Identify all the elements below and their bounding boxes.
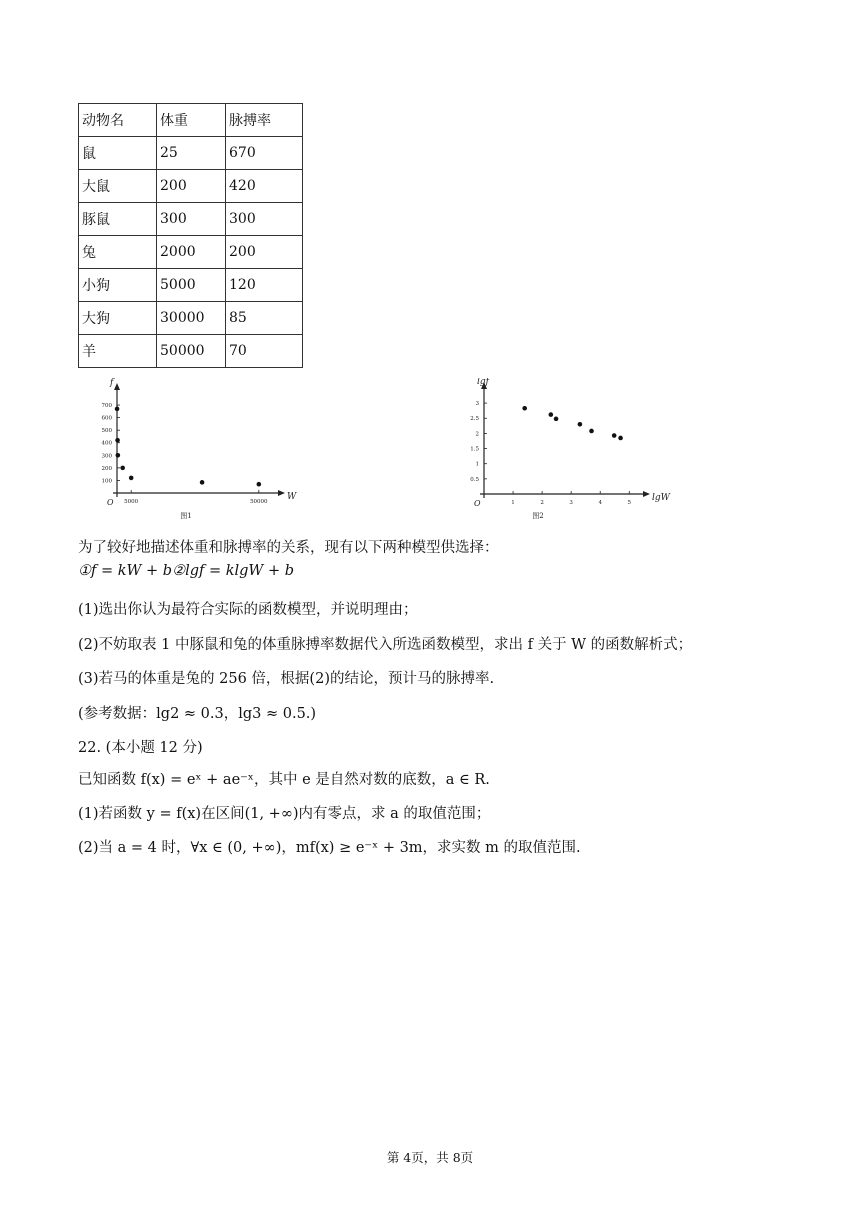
data-point	[554, 417, 559, 422]
table-row	[79, 137, 303, 170]
table-cell: 30000	[157, 302, 226, 335]
y-tick-label: 200	[101, 465, 112, 472]
page-footer: 第 4页，共 8页	[386, 1150, 474, 1165]
y-tick-label: 400	[101, 440, 112, 447]
table-row	[79, 236, 303, 269]
figure-1	[78, 372, 308, 522]
problem-22-question-2: (2)当 a = 4 时，∀x ∈ (0, +∞)，mf(x) ≥ e⁻ˣ + 3m，求实数 m 的取值范围.	[78, 840, 581, 856]
origin-label: O	[107, 498, 114, 507]
y-tick-label: 1	[475, 461, 479, 468]
intro-text: 为了较好地描述体重和脉搏率的关系，现有以下两种模型供选择：	[78, 540, 499, 556]
table-cell: 5000	[157, 269, 226, 302]
y-tick-label: 2.5	[470, 416, 479, 423]
x-tick-label: 4	[598, 500, 602, 506]
y-tick-label: 2	[475, 431, 479, 438]
y-tick-label: 100	[101, 478, 112, 485]
table-cell: 300	[157, 203, 226, 236]
data-point	[522, 406, 527, 411]
data-point	[116, 453, 121, 458]
y-tick-label: 0.5	[470, 476, 479, 483]
table-cell: 羊	[79, 335, 157, 368]
x-axis-arrow	[278, 490, 285, 496]
table-cell: 420	[226, 170, 303, 203]
x-tick-label: 50000	[250, 499, 268, 505]
chart-title: 图1	[180, 512, 192, 520]
x-tick-label: 2	[540, 500, 544, 506]
y-tick-label: 500	[101, 428, 112, 435]
x-axis-arrow	[643, 491, 650, 497]
data-point	[589, 429, 594, 434]
problem-22-question-1: (1)若函数 y = f(x)在区间(1, +∞)内有零点，求 a 的取值范围；	[78, 806, 491, 822]
problem-22-definition: 已知函数 f(x) = eˣ + ae⁻ˣ，其中 e 是自然对数的底数，a ∈ R.	[78, 772, 490, 788]
table-cell: 豚鼠	[79, 203, 157, 236]
data-point	[549, 412, 554, 417]
figure-2-scatter-plot	[460, 378, 675, 524]
data-point	[200, 480, 205, 485]
y-axis-arrow	[114, 383, 120, 390]
y-tick-label: 700	[101, 403, 112, 410]
x-axis-label: lgW	[652, 493, 670, 503]
table-cell: 25	[157, 137, 226, 170]
table-cell: 70	[226, 335, 303, 368]
table-header-row	[79, 104, 303, 137]
x-tick-label: 5000	[124, 499, 139, 505]
table-cell: 300	[226, 203, 303, 236]
table-header-cell: 动物名	[79, 104, 157, 137]
table-cell: 200	[157, 170, 226, 203]
table-cell: 85	[226, 302, 303, 335]
y-tick-label: 3	[475, 401, 479, 408]
origin-label: O	[474, 499, 481, 508]
y-tick-label: 300	[101, 453, 112, 460]
table-cell: 120	[226, 269, 303, 302]
question-2: (2)不妨取表 1 中豚鼠和兔的体重脉搏率数据代入所选函数模型，求出 f 关于 W 的函数解析式；	[78, 637, 693, 653]
table-row	[79, 269, 303, 302]
data-point	[578, 422, 583, 427]
y-tick-label: 1.5	[470, 446, 479, 453]
x-tick-label: 1	[511, 500, 515, 506]
table-row	[79, 302, 303, 335]
chart-title: 图2	[532, 512, 544, 520]
table-header-cell: 体重	[157, 104, 226, 137]
figure-2	[460, 378, 675, 524]
y-axis-label: lgf	[477, 378, 489, 387]
reference-data: (参考数据：lg2 ≈ 0.3，lg3 ≈ 0.5.)	[78, 706, 317, 722]
data-point	[129, 476, 134, 481]
question-1: (1)选出你认为最符合实际的函数模型，并说明理由；	[78, 602, 418, 618]
y-axis-label: f	[110, 378, 114, 388]
figure-1-scatter-plot	[78, 372, 308, 522]
table-cell: 鼠	[79, 137, 157, 170]
table-cell: 50000	[157, 335, 226, 368]
x-tick-label: 3	[569, 500, 573, 506]
question-3: (3)若马的体重是兔的 256 倍，根据(2)的结论，预计马的脉搏率.	[78, 671, 495, 687]
data-point	[612, 433, 617, 438]
x-axis-label: W	[287, 492, 297, 502]
animal-data-table	[78, 103, 303, 368]
table-cell: 2000	[157, 236, 226, 269]
table-cell: 兔	[79, 236, 157, 269]
table-row	[79, 335, 303, 368]
data-point	[257, 482, 262, 487]
problem-22-title: 22. (本小题 12 分)	[78, 740, 203, 756]
table-row	[79, 170, 303, 203]
table-cell: 小狗	[79, 269, 157, 302]
data-point	[115, 407, 120, 412]
table-cell: 200	[226, 236, 303, 269]
data-point	[115, 438, 120, 443]
x-tick-label: 5	[627, 500, 632, 506]
table-header-cell: 脉搏率	[226, 104, 303, 137]
data-point	[120, 466, 125, 471]
table-cell: 大鼠	[79, 170, 157, 203]
table-row	[79, 203, 303, 236]
model-options: ①f = kW + b②lgf = klgW + b	[78, 563, 294, 579]
table-cell: 670	[226, 137, 303, 170]
table-cell: 大狗	[79, 302, 157, 335]
data-point	[618, 436, 623, 441]
y-tick-label: 600	[101, 415, 112, 422]
